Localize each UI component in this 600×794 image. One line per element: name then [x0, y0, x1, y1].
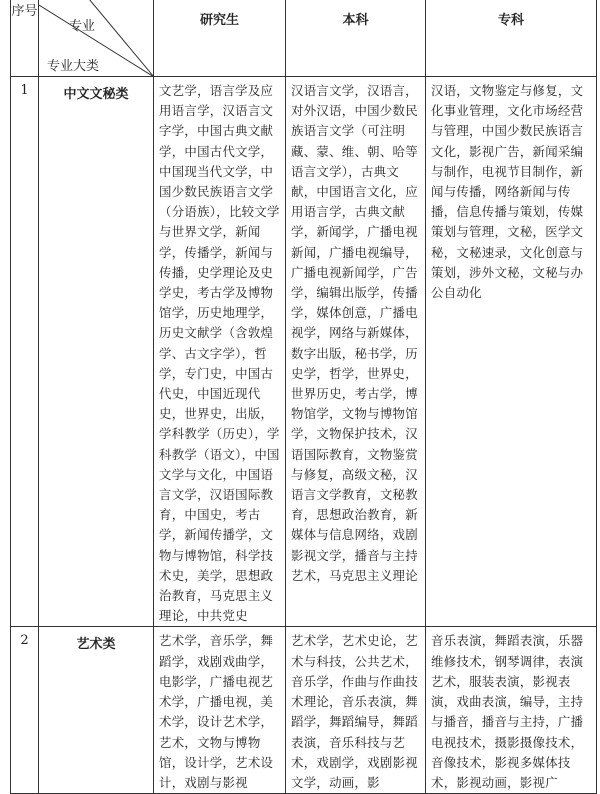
row-category: 中文文秘类 [39, 77, 154, 627]
major-catalog-table [10, 0, 597, 794]
major-category-label: 专业大类 [47, 59, 100, 74]
column-header-junior: 专科 [426, 0, 597, 77]
graduate-majors: 艺术学，音乐学，舞蹈学，戏剧戏曲学，电影学，广播电视艺术学，广播电视，美术学，设计艺术学，艺术，文物与博物馆，设计学，艺术设计，戏剧与影视 [154, 627, 286, 794]
undergraduate-majors: 汉语言文学，汉语言，对外汉语，中国少数民族语言文学（可注明藏、蒙、维、朝、哈等语言文学），古典文献，中国语言文化，应用语言学，古典文献学，新闻学，广播电视新闻，广播电视编导，广播电视新闻学，广告学，编辑出版学，传播学，媒体创意，广播电视学，网络与新媒体，数字出版，秘书学，历史学，哲学，世界史，世界历史，考古学，博物馆学，文物与博物馆学，文物保护技术，汉语国际教育，文物鉴赏与修复，高级文秘，汉语言文学教育，文秘教育，思想政治教育，新媒体与信息网络，戏剧影视文学，播音与主持艺术，马克思主义理论 [286, 77, 426, 627]
major-label: 专业 [69, 19, 96, 34]
table-row [11, 627, 597, 794]
undergraduate-majors: 艺术学，艺术史论，艺术与科技，公共艺术，音乐学，作曲与作曲技术理论，音乐表演，舞蹈学，舞蹈编导，舞蹈表演，音乐科技与艺术，戏剧学，戏剧影视文学，动画，影 [286, 627, 426, 794]
table-row [11, 77, 597, 627]
diagonal-header-cell [39, 0, 154, 77]
row-number: 1 [11, 77, 39, 627]
graduate-majors: 文艺学，语言学及应用语言学，汉语言文字学，中国古典文献学，中国古代文学，中国现当代文学，中国少数民族语言文学（分语族），比较文学与世界文学，新闻学，传播学，新闻与传播，史学理论及史学史，考古学及博物馆学，历史地理学，历史文献学（含敦煌学、古文字学），哲学，专门史，中国古代史，中国近现代史，世界史，出版，学科教学（历史），学科教学（语文），中国文学与文化，中国语言文学，汉语国际教育，中国史，考古学，新闻传播学，文物与博物馆，科学技术史，美学，思想政治教育，马克思主义理论，中共党史 [154, 77, 286, 627]
column-header-undergraduate: 本科 [286, 0, 426, 77]
seq-header: 序号 [11, 0, 39, 77]
row-number: 2 [11, 627, 39, 794]
row-category: 艺术类 [39, 627, 154, 794]
junior-majors: 音乐表演，舞蹈表演，乐器维修技术，钢琴调律，表演艺术，服装表演，影视表演，戏曲表演，编导，主持与播音，播音与主持，广播电视技术，摄影摄像技术，音像技术，影视多媒体技术，影视动画，影视广 [426, 627, 597, 794]
junior-majors: 汉语，文物鉴定与修复，文化事业管理，文化市场经营与管理，中国少数民族语言文化，影视广告，新闻采编与制作，电视节目制作，新闻与传播，网络新闻与传播，信息传播与策划，传媒策划与管理，文秘，医学文秘，文秘速录，文化创意与策划，涉外文秘，文秘与办公自动化 [426, 77, 597, 627]
header-row [11, 0, 597, 77]
column-header-graduate: 研究生 [154, 0, 286, 77]
